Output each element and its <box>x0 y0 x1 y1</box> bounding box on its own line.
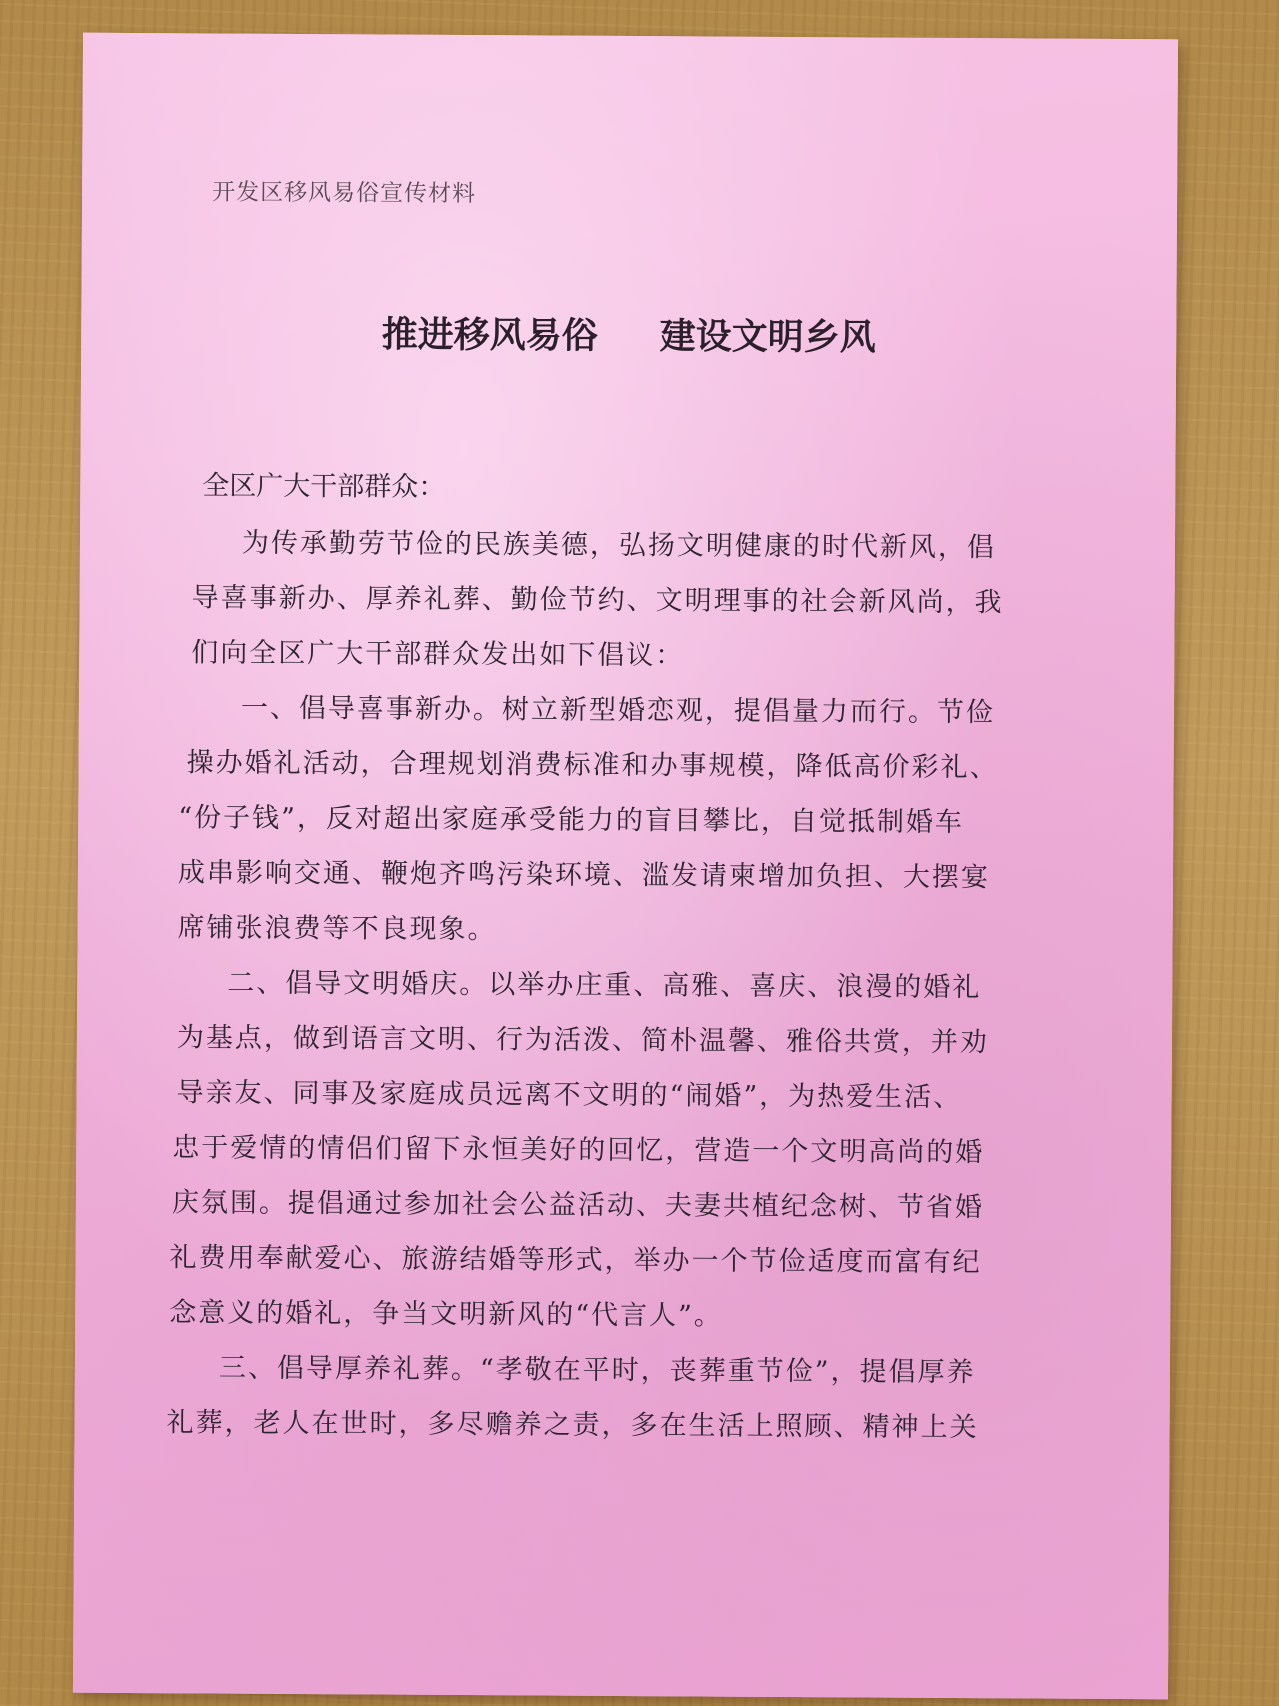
title-part-2: 建设文明乡风 <box>659 315 876 359</box>
body-line: 礼费用奉献爱心、旅游结婚等形式，举办一个节俭适度而富有纪 <box>169 1242 982 1279</box>
body-line: 二、倡导文明婚庆。以举办庄重、高雅、喜庆、浪漫的婚礼 <box>227 967 982 1004</box>
document-title <box>81 305 1176 363</box>
body-line: 念意义的婚礼，争当文明新风的“代言人”。 <box>169 1297 723 1332</box>
body-line: 为基点，做到语言文明、行为活泼、简朴温馨、雅俗共赏，并劝 <box>176 1022 990 1059</box>
body-line: 忠于爱情的情侣们留下永恒美好的回忆，营造一个文明高尚的婚 <box>172 1132 985 1169</box>
leaflet-paper <box>73 33 1178 1700</box>
body-line: 操办婚礼活动，合理规划消费标准和办事规模，降低高价彩礼、 <box>186 747 999 784</box>
body-line: 为传承勤劳节俭的民族美德，弘扬文明健康的时代新风，倡 <box>241 527 997 564</box>
body-line: 一、倡导喜事新办。树立新型婚恋观，提倡量力而行。节俭 <box>240 692 996 729</box>
title-part-1: 推进移风易俗 <box>381 313 598 357</box>
body-line: 礼葬，老人在世时，多尽赡养之责，多在生活上照顾、精神上关 <box>166 1407 979 1444</box>
body-line: 三、倡导厚养礼葬。“孝敬在平时，丧葬重节俭”，提倡厚养 <box>218 1352 976 1389</box>
body-line: 成串影响交通、鞭炮齐鸣污染环境、滥发请柬增加负担、大摆宴 <box>177 857 991 894</box>
body-line: “份子钱”，反对超出家庭承受能力的盲目攀比，自觉抵制婚车 <box>178 802 964 839</box>
salutation: 全区广大干部群众： <box>202 470 446 503</box>
body-line: 席铺张浪费等不良现象。 <box>177 912 497 946</box>
body-line: 庆氛围。提倡通过参加社会公益活动、夫妻共植纪念树、节省婚 <box>171 1187 985 1224</box>
body-line: 们向全区广大干部群众发出如下倡议： <box>191 637 685 672</box>
header-label: 开发区移风易俗宣传材料 <box>212 179 477 208</box>
body-line: 导亲友、同事及家庭成员远离不文明的“闹婚”，为热爱生活、 <box>176 1077 963 1114</box>
body-line: 导喜事新办、厚养礼葬、勤俭节约、文明理事的社会新风尚，我 <box>191 582 1004 619</box>
